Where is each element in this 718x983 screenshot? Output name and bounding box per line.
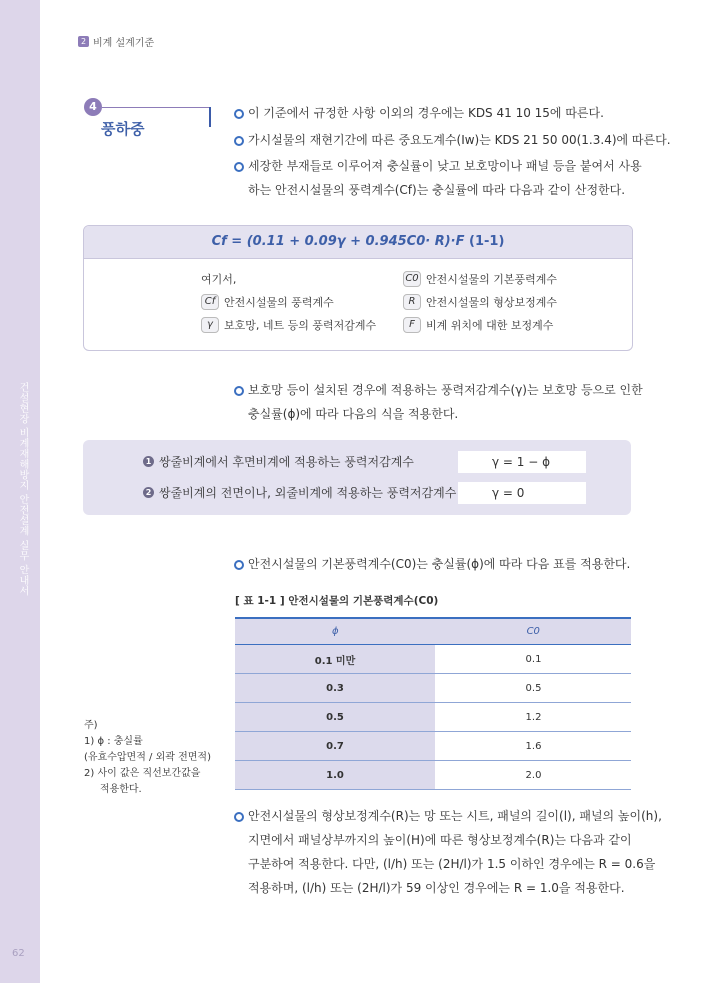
bullet-icon — [234, 162, 244, 172]
bullet-text: 보호망 등이 설치된 경우에 적용하는 풍력저감계수(γ)는 보호망 등으로 인한 — [248, 383, 643, 397]
section-number-badge: 4 — [84, 98, 102, 116]
bullet-text-cont: 구분하여 적용한다. 다만, (l/h) 또는 (2H/l)가 1.5 이하인 경우에는 R = 0.6을 — [248, 857, 656, 871]
note-line: 1) ϕ : 충실률 — [84, 736, 143, 747]
table-cell: 0.7 — [235, 732, 436, 761]
equation-number: (1-1) — [469, 234, 505, 249]
where-label: 여기서, — [201, 273, 237, 286]
bullet-icon — [234, 560, 244, 570]
bullet-icon — [234, 136, 244, 146]
table-note — [84, 718, 211, 798]
bullet-icon — [234, 386, 244, 396]
table-header-row — [235, 618, 631, 645]
note-line: (유효수압면적 / 외곽 전면적) — [84, 752, 211, 763]
page-number: 62 — [12, 948, 25, 959]
legend-item — [403, 294, 557, 310]
legend-item — [201, 317, 376, 333]
bullet-text-cont: 적용하며, (l/h) 또는 (2H/l)가 59 이상인 경우에는 R = 1.0을 적용한다. — [248, 881, 625, 895]
sidebar-vertical-title: 건설현장 비계재해방지 안전설계 실무 안내서 — [17, 382, 28, 597]
bullet-text-cont: 충실률(ϕ)에 따라 다음의 식을 적용한다. — [248, 407, 459, 421]
c0-table — [235, 617, 631, 790]
gamma-row — [143, 453, 414, 470]
section-rule-vertical — [209, 107, 211, 127]
table-cell: 1.2 — [436, 703, 632, 732]
gamma-row — [143, 484, 456, 501]
table-header: C0 — [436, 618, 632, 645]
table-cell: 1.6 — [436, 732, 632, 761]
section-rule — [102, 107, 210, 108]
intro-bullet — [234, 154, 642, 202]
equation-header — [84, 226, 632, 259]
table-row — [235, 645, 631, 674]
bullet-text: 세장한 부재들로 이루어져 충실률이 낮고 보호망이나 패널 등을 붙여서 사용 — [248, 159, 642, 173]
table-cell: 0.5 — [235, 703, 436, 732]
symbol-badge: C0 — [403, 271, 421, 287]
gamma-row-text: 쌍줄비계에서 후면비계에 적용하는 풍력저감계수 — [159, 455, 414, 469]
bullet-icon — [234, 109, 244, 119]
legend-item — [403, 317, 553, 333]
legend-text: 안전시설물의 기본풍력계수 — [426, 273, 558, 286]
legend-text: 비계 위치에 대한 보정계수 — [426, 319, 554, 332]
bullet-text: 안전시설물의 형상보정계수(R)는 망 또는 시트, 패널의 길이(l), 패널의 높이(h), — [248, 809, 662, 823]
table-caption: [ 표 1-1 ] 안전시설물의 기본풍력계수(C0) — [235, 595, 439, 607]
r-bullet — [234, 804, 662, 900]
table-cell: 0.5 — [436, 674, 632, 703]
side-bar — [0, 0, 40, 983]
table-row — [235, 703, 631, 732]
table-row — [235, 674, 631, 703]
chapter-badge: 2 — [78, 36, 89, 47]
number-circle: 2 — [143, 487, 154, 498]
table-cell: 0.1 미만 — [235, 645, 436, 674]
table-cell: 1.0 — [235, 761, 436, 790]
note-line: 적용한다. — [84, 784, 142, 795]
bullet-icon — [234, 812, 244, 822]
bullet-text-cont: 지면에서 패널상부까지의 높이(H)에 따른 형상보정계수(R)는 다음과 같이 — [248, 833, 632, 847]
legend-text: 안전시설물의 형상보정계수 — [426, 296, 558, 309]
intro-bullet — [234, 128, 671, 152]
gamma-value: γ = 0 — [458, 482, 586, 504]
bullet-text: 가시설물의 재현기간에 따른 중요도계수(Iw)는 KDS 21 50 00(1.3.4)에 따른다. — [248, 133, 671, 147]
legend-text: 안전시설물의 풍력계수 — [224, 296, 334, 309]
table-row — [235, 732, 631, 761]
gamma-bullet — [234, 378, 643, 426]
table-header: ϕ — [235, 618, 436, 645]
gamma-row-text: 쌍줄비계의 전면이나, 외줄비계에 적용하는 풍력저감계수 — [159, 486, 457, 500]
chapter-title: 비계 설계기준 — [93, 38, 155, 49]
c0-bullet — [234, 552, 630, 576]
gamma-value: γ = 1 − ϕ — [458, 451, 586, 473]
symbol-badge: γ — [201, 317, 219, 333]
bullet-text-cont: 하는 안전시설물의 풍력계수(Cf)는 충실률에 따라 다음과 같이 산정한다. — [248, 183, 626, 197]
table-cell: 0.1 — [436, 645, 632, 674]
table-cell: 2.0 — [436, 761, 632, 790]
legend-item — [403, 271, 557, 287]
bullet-text: 이 기준에서 규정한 사항 이외의 경우에는 KDS 41 10 15에 따른다. — [248, 106, 604, 120]
equation-formula: Cf = (0.11 + 0.09γ + 0.945C0· R)·F — [211, 234, 465, 249]
legend-item — [201, 294, 334, 310]
bullet-text: 안전시설물의 기본풍력계수(C0)는 충실률(ϕ)에 따라 다음 표를 적용한다. — [248, 557, 631, 571]
chapter-header — [78, 34, 154, 49]
table-row — [235, 761, 631, 790]
symbol-badge: F — [403, 317, 421, 333]
table-cell: 0.3 — [235, 674, 436, 703]
symbol-badge: Cf — [201, 294, 219, 310]
symbol-badge: R — [403, 294, 421, 310]
number-circle: 1 — [143, 456, 154, 467]
section-title: 풍하중 — [101, 120, 145, 138]
intro-bullet — [234, 101, 604, 125]
note-line: 2) 사이 값은 직선보간값을 — [84, 768, 201, 779]
note-title: 주) — [84, 720, 98, 731]
legend-text: 보호망, 네트 등의 풍력저감계수 — [224, 319, 377, 332]
